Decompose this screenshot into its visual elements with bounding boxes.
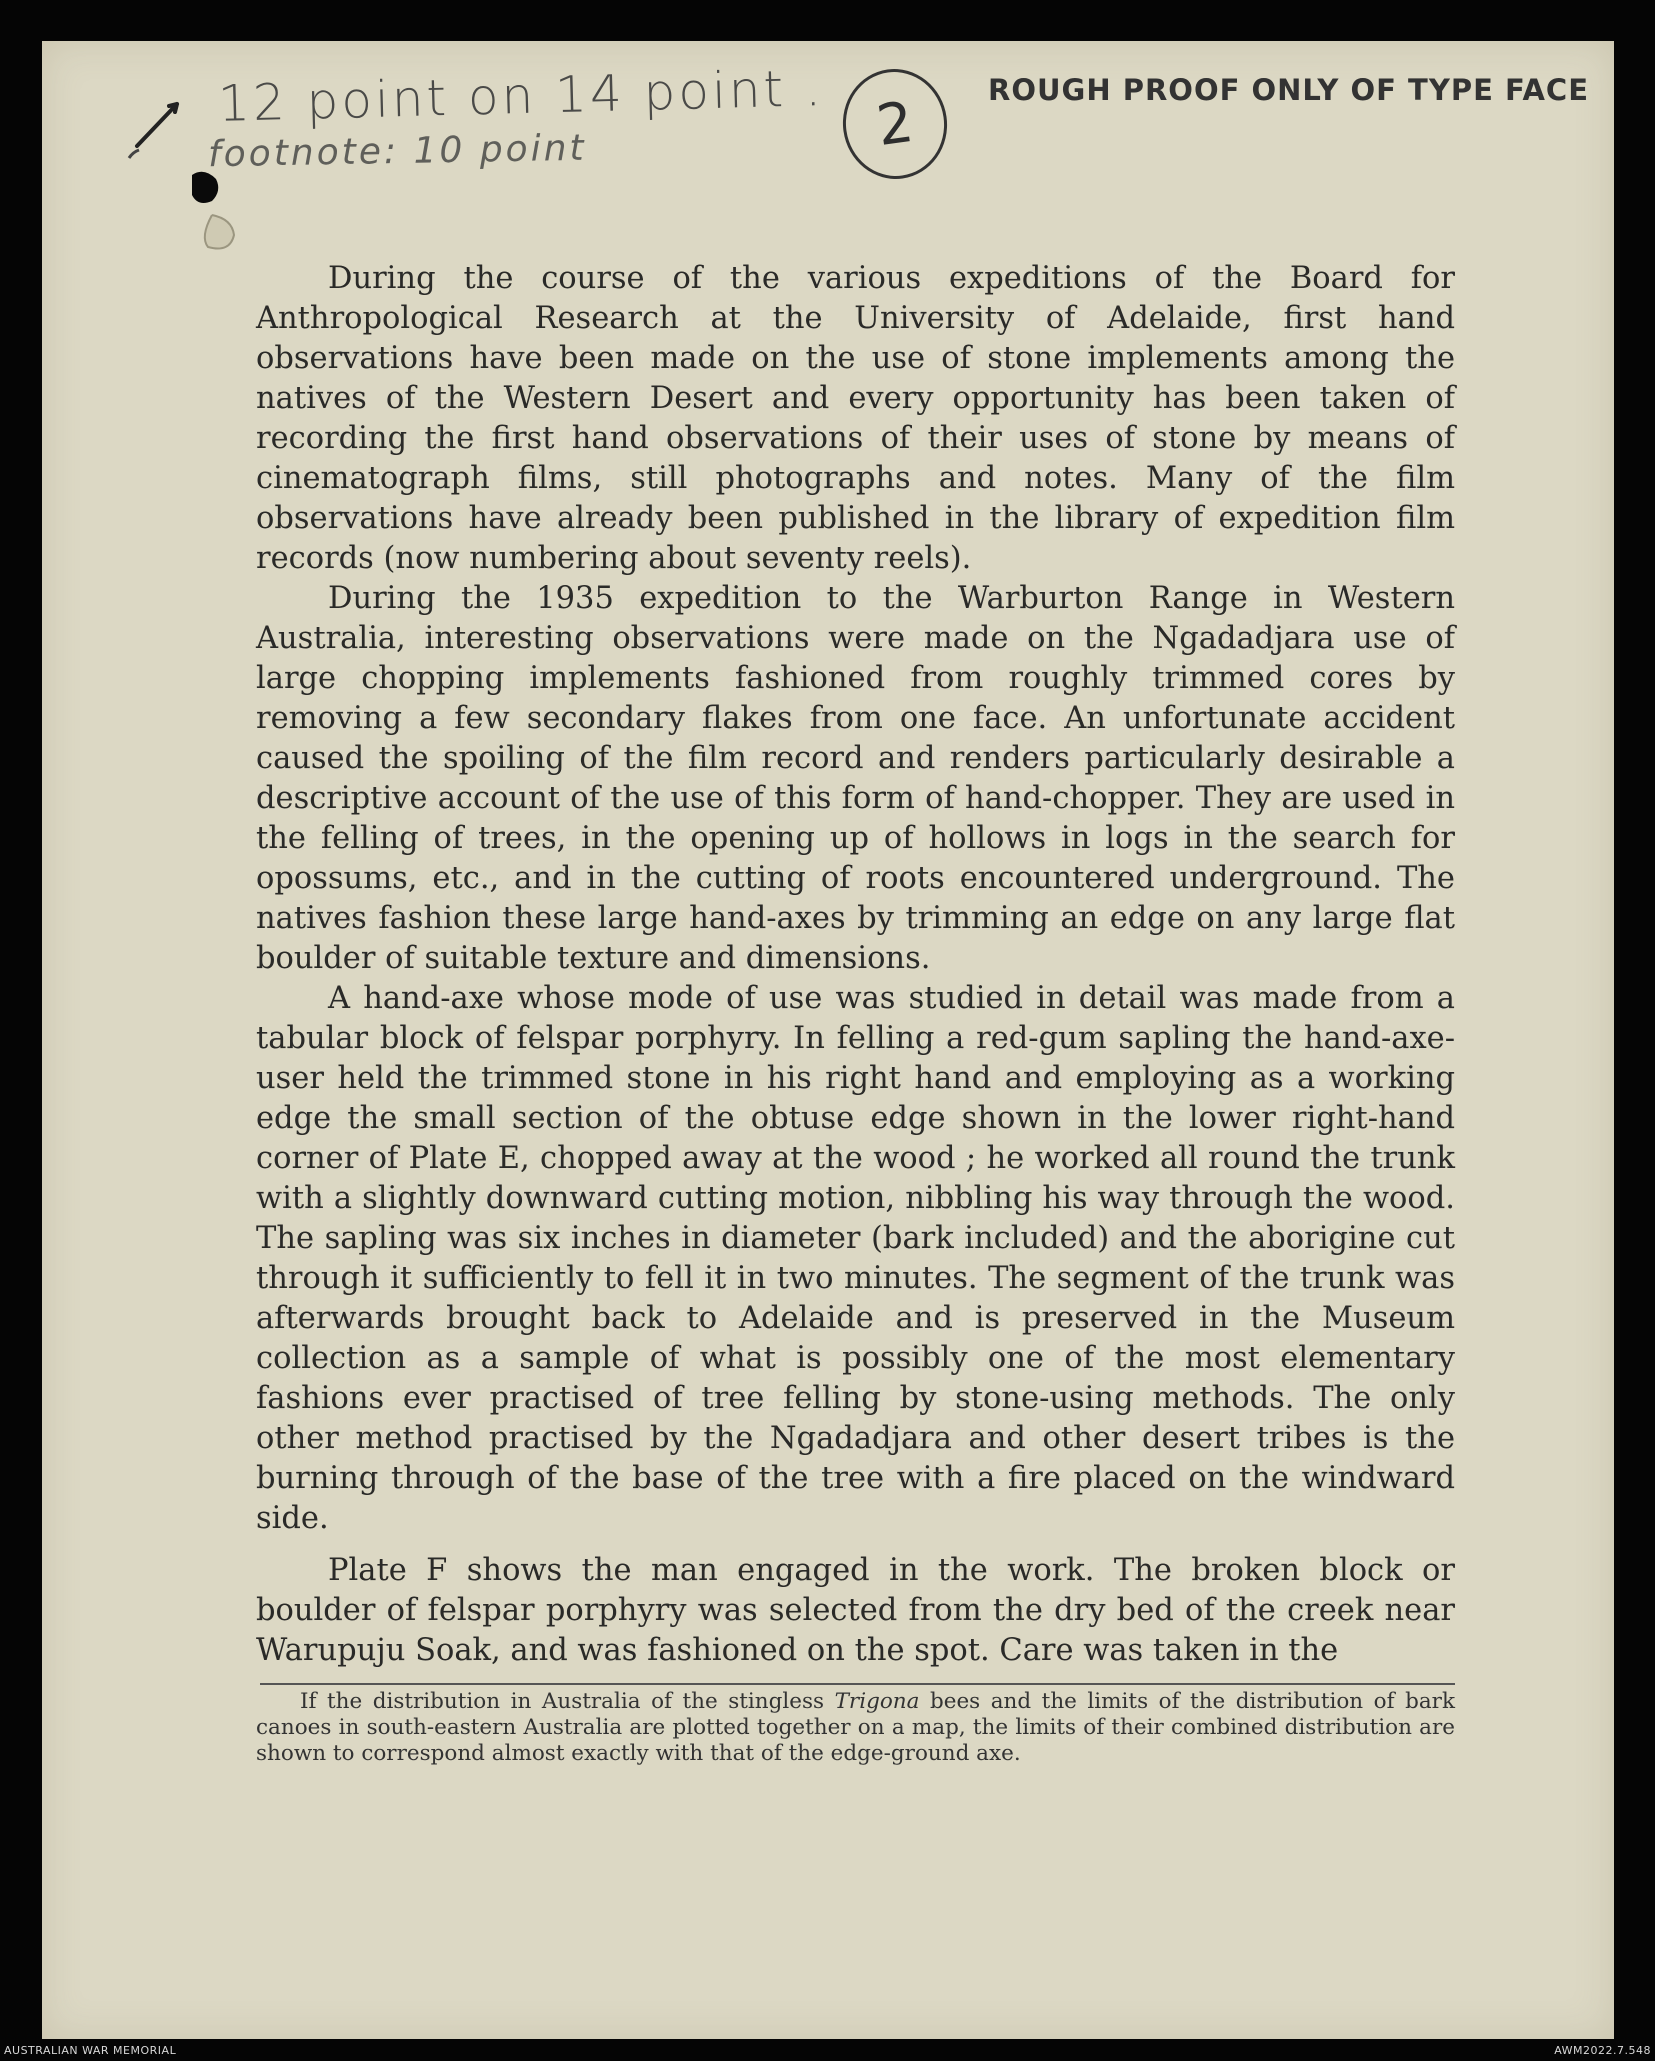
footnote-divider — [260, 1683, 1455, 1685]
circled-number-text: 2 — [872, 89, 918, 159]
handwritten-annotation-type-size: 12 point on 14 point . — [217, 59, 825, 133]
footnote — [256, 1689, 1455, 1767]
paragraph-2: During the 1935 expedition to the Warburton Range in Western Australia, interesting observations were made on the Ngadadjara use of large chopping implements fashioned from roughly trimmed cores by removing a few secondary flakes from one face. An unfortunate accident caused the spoiling of the film record and renders particularly desirable a descriptive account of the use of this form of hand-chopper. They are used in the felling of trees, in the opening up of hollows in logs in the search for opossums, etc., and in the cutting of roots encountered underground. The natives fashion these large hand-axes by trimming an edge on any large flat boulder of suitable texture and dimensions. — [256, 581, 1455, 976]
handwritten-annotation-footnote-size: footnote: 10 point — [207, 127, 587, 176]
paragraph-3: A hand-axe whose mode of use was studied in detail was made from a tabular block of felspar porphyry. In felling a red-gum sapling the hand-axe-user held the trimmed stone in his right hand and employing as a working edge the small section of the obtuse edge shown in the lower right-hand corner of Plate E, chopped away at the wood ; he worked all round the trunk with a slightly downward cutting motion, nibbling his way through the wood. The sapling was six inches in diameter (bark included) and the aborigine cut through it sufficiently to fell it in two minutes. The segment of the trunk was afterwards brought back to Adelaide and is preserved in the Museum collection as a sample of what is possibly one of the most elementary fashions ever practised of tree felling by stone-using methods. The only other method practised by the Ngadadjara and other desert tribes is the burning through of the base of the tree with a fire placed on the windward side. — [256, 981, 1455, 1536]
document-page — [42, 41, 1614, 2039]
circled-page-number — [836, 62, 954, 185]
footnote-text-start: If the distribution in Australia of the stingless — [300, 1689, 835, 1714]
paragraph-1: During the course of the various expeditions of the Board for Anthropological Research at the University of Adelaide, first hand observations have been made on the use of stone implements among the natives of the Western Desert and every opportunity has been taken of recording the first hand observations of their uses of stone by means of cinematograph films, still photographs and notes. Many of the film observations have already been published in the library of expedition film records (now numbering about seventy reels). — [256, 261, 1455, 576]
archive-credit: AUSTRALIAN WAR MEMORIAL — [4, 2044, 177, 2057]
paragraph-4: Plate F shows the man engaged in the work. The broken block or boulder of felspar porphyry was selected from the dry bed of the creek near Warupuju Soak, and was fashioned on the spot. Care was taken in the — [256, 1553, 1455, 1668]
footnote-text — [256, 1689, 1455, 1767]
footnote-italic-term: Trigona — [834, 1689, 920, 1714]
archive-reference-number: AWM2022.7.548 — [1554, 2044, 1651, 2057]
body-text — [256, 259, 1455, 1671]
proof-stamp-heading: ROUGH PROOF ONLY OF TYPE FACE — [988, 73, 1589, 107]
torn-hole-icon — [182, 165, 252, 265]
pen-arrow-mark-icon — [117, 96, 187, 166]
footnote-text-end: bees and the limits of the distribution of bark canoes in south-eastern Australia are plotted together on a map, the limits of their combined distribution are shown to correspond almost exactly with that of the edge-ground axe. — [256, 1689, 1455, 1766]
